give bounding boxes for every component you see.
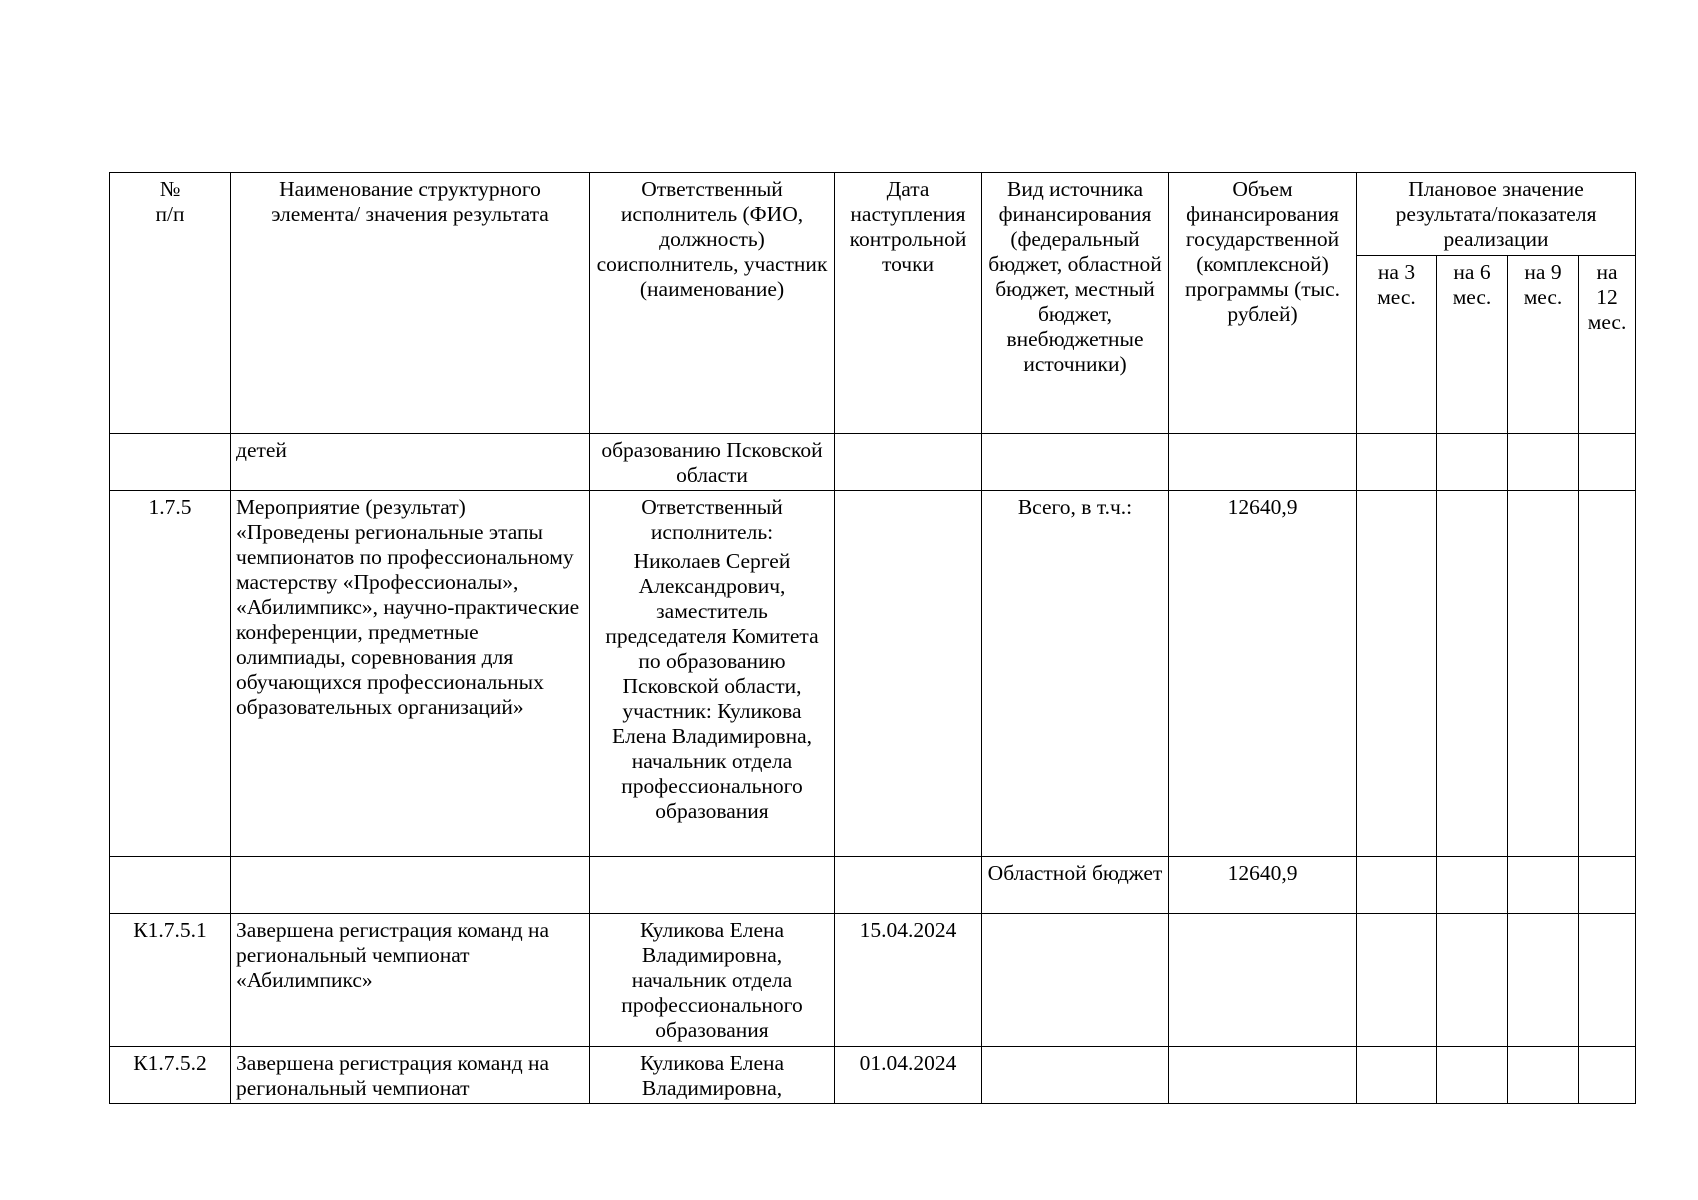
header-9-months: на 9 мес. bbox=[1508, 256, 1579, 434]
cell-3-months bbox=[1357, 491, 1437, 857]
responsible-text: Николаев Сергей Александрович, заместитель председателя Комитета по образованию Псковской области, участник: Куликова Елена Владимировна, начальник отдела профессионального образования bbox=[605, 549, 819, 823]
plan-table bbox=[109, 172, 1636, 1104]
header-12-months: на 12 мес. bbox=[1579, 256, 1636, 434]
cell-9-months bbox=[1508, 857, 1579, 914]
header-plan: Плановое значение результата/показателя реализации bbox=[1357, 173, 1636, 256]
cell-12-months bbox=[1579, 434, 1636, 491]
table-row bbox=[110, 857, 1636, 914]
cell-responsible bbox=[590, 857, 835, 914]
table-row bbox=[110, 1047, 1636, 1104]
cell-num: К1.7.5.1 bbox=[110, 914, 231, 1047]
responsible-label: Ответственный исполнитель: bbox=[641, 495, 783, 544]
cell-date: 01.04.2024 bbox=[835, 1047, 982, 1104]
cell-3-months bbox=[1357, 1047, 1437, 1104]
cell-date bbox=[835, 491, 982, 857]
cell-3-months bbox=[1357, 857, 1437, 914]
cell-9-months bbox=[1508, 491, 1579, 857]
cell-12-months bbox=[1579, 857, 1636, 914]
table-row bbox=[110, 434, 1636, 491]
header-name: Наименование структурного элемента/ значения результата bbox=[231, 173, 590, 434]
header-6-months: на 6 мес. bbox=[1437, 256, 1508, 434]
header-num: № п/п bbox=[110, 173, 231, 434]
table-row bbox=[110, 491, 1636, 857]
cell-source bbox=[982, 914, 1169, 1047]
cell-source: Всего, в т.ч.: bbox=[982, 491, 1169, 857]
header-3-months: на 3 мес. bbox=[1357, 256, 1437, 434]
cell-source bbox=[982, 434, 1169, 491]
cell-num bbox=[110, 434, 231, 491]
cell-6-months bbox=[1437, 491, 1508, 857]
cell-responsible bbox=[590, 491, 835, 857]
cell-source bbox=[982, 1047, 1169, 1104]
cell-name: детей bbox=[231, 434, 590, 491]
cell-volume bbox=[1169, 434, 1357, 491]
cell-volume: 12640,9 bbox=[1169, 857, 1357, 914]
cell-6-months bbox=[1437, 914, 1508, 1047]
cell-date bbox=[835, 857, 982, 914]
cell-date: 15.04.2024 bbox=[835, 914, 982, 1047]
cell-name bbox=[231, 857, 590, 914]
table-row bbox=[110, 914, 1636, 1047]
cell-responsible: Куликова Елена Владимировна, bbox=[590, 1047, 835, 1104]
cell-12-months bbox=[1579, 1047, 1636, 1104]
cell-num: К1.7.5.2 bbox=[110, 1047, 231, 1104]
header-row bbox=[110, 173, 1636, 256]
cell-num bbox=[110, 857, 231, 914]
cell-date bbox=[835, 434, 982, 491]
cell-volume: 12640,9 bbox=[1169, 491, 1357, 857]
header-volume: Объем финансирования государственной (комплексной) программы (тыс. рублей) bbox=[1169, 173, 1357, 434]
header-date: Дата наступления контрольной точки bbox=[835, 173, 982, 434]
cell-6-months bbox=[1437, 857, 1508, 914]
cell-6-months bbox=[1437, 1047, 1508, 1104]
cell-num: 1.7.5 bbox=[110, 491, 231, 857]
cell-name: Завершена регистрация команд на региональный чемпионат «Абилимпикс» bbox=[231, 914, 590, 1047]
cell-6-months bbox=[1437, 434, 1508, 491]
cell-volume bbox=[1169, 1047, 1357, 1104]
header-responsible: Ответственный исполнитель (ФИО, должность) соисполнитель, участник (наименование) bbox=[590, 173, 835, 434]
cell-name: Завершена регистрация команд на региональный чемпионат bbox=[231, 1047, 590, 1104]
cell-12-months bbox=[1579, 914, 1636, 1047]
cell-responsible: Куликова Елена Владимировна, начальник отдела профессионального образования bbox=[590, 914, 835, 1047]
cell-source: Областной бюджет bbox=[982, 857, 1169, 914]
cell-9-months bbox=[1508, 434, 1579, 491]
cell-responsible: образованию Псковской области bbox=[590, 434, 835, 491]
cell-3-months bbox=[1357, 914, 1437, 1047]
header-source: Вид источника финансирования (федеральный бюджет, областной бюджет, местный бюджет, внебюджетные источники) bbox=[982, 173, 1169, 434]
cell-9-months bbox=[1508, 1047, 1579, 1104]
cell-3-months bbox=[1357, 434, 1437, 491]
cell-name: Мероприятие (результат) «Проведены региональные этапы чемпионатов по профессиональному мастерству «Профессионалы», «Абилимпикс», научно-практические конференции, предметные олимпиады, соревнования для обучающихся профессиональных образовательных организаций» bbox=[231, 491, 590, 857]
cell-volume bbox=[1169, 914, 1357, 1047]
cell-12-months bbox=[1579, 491, 1636, 857]
cell-9-months bbox=[1508, 914, 1579, 1047]
